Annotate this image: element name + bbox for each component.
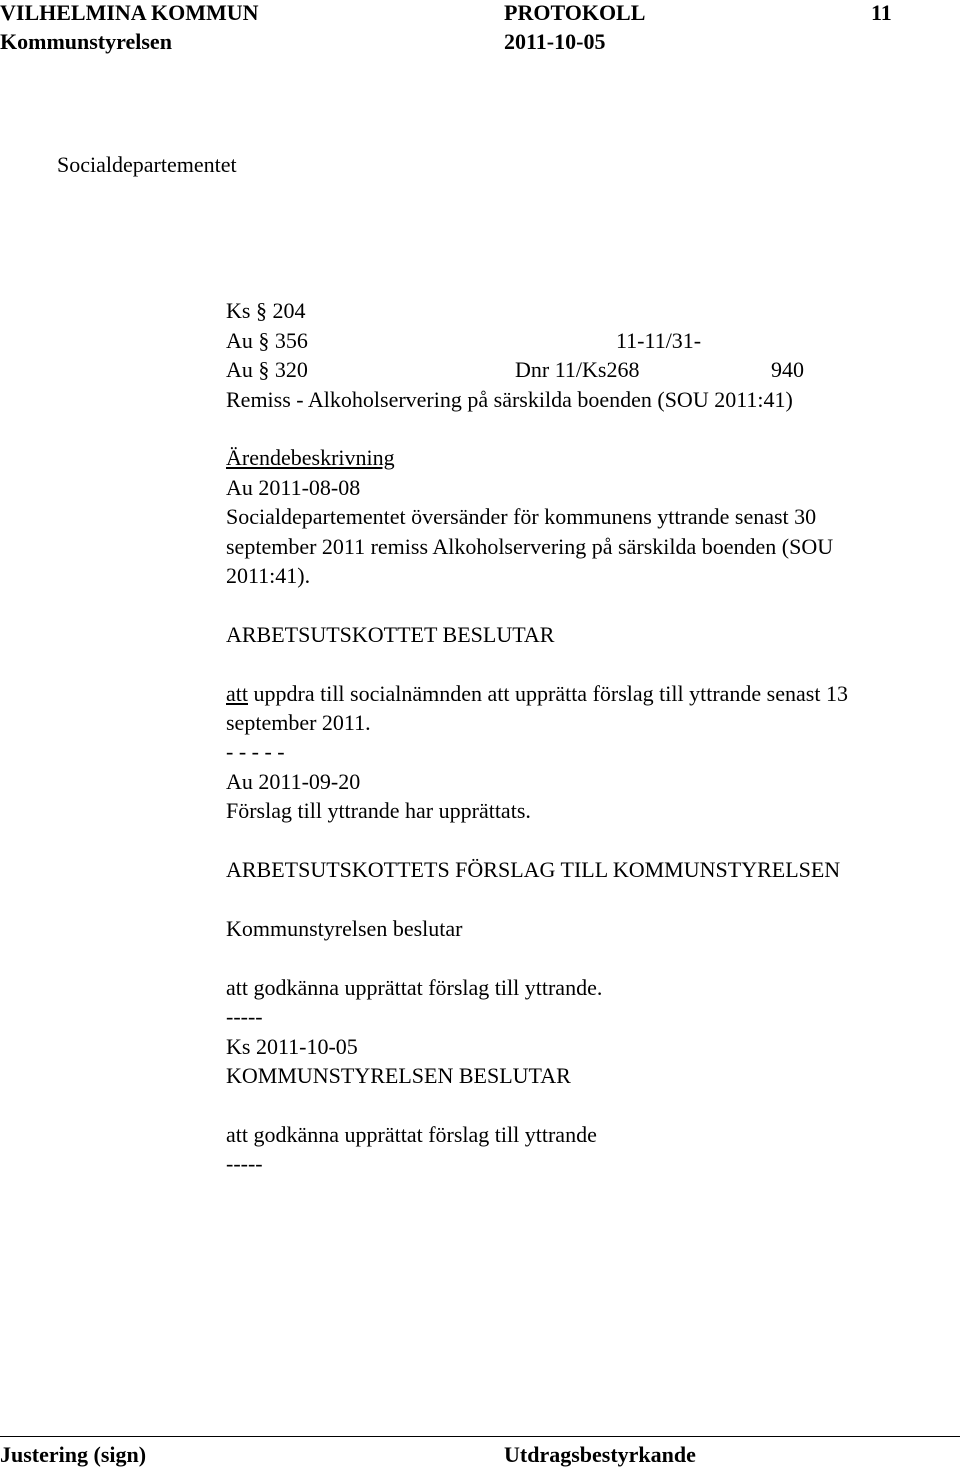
au-decision-line-1 [226, 683, 848, 705]
au-decision-line-1-rest: uppdra till socialnämnden att upprätta förslag till yttrande senast 13 [248, 681, 848, 706]
header-org: VILHELMINA KOMMUN [0, 0, 259, 25]
au-followup-date: Au 2011-09-20 [226, 769, 361, 794]
ref-au2: Au § 320 [226, 357, 308, 382]
au-decision-separator: - - - - - [226, 739, 285, 764]
au-proposal-separator: ----- [226, 1004, 263, 1029]
ks-decision-heading: KOMMUNSTYRELSEN BESLUTAR [226, 1063, 571, 1088]
ks-decision-separator: ----- [226, 1151, 263, 1176]
ref-case-no: 11-11/31- [616, 328, 702, 353]
header-date: 2011-10-05 [504, 29, 606, 54]
footer-utdragsbestyrkande: Utdragsbestyrkande [504, 1442, 696, 1467]
arendebeskrivning-heading: Ärendebeskrivning [226, 445, 395, 470]
recipient: Socialdepartementet [57, 152, 237, 177]
au-proposal-heading: ARBETSUTSKOTTETS FÖRSLAG TILL KOMMUNSTYRELSEN [226, 857, 841, 882]
footer-rule [0, 1436, 960, 1437]
header-doc-type: PROTOKOLL [504, 0, 646, 25]
au-proposal-sub: Kommunstyrelsen beslutar [226, 916, 463, 941]
arendebeskrivning-date: Au 2011-08-08 [226, 475, 361, 500]
case-title: Remiss - Alkoholservering på särskilda boenden (SOU 2011:41) [226, 387, 793, 412]
footer-justering: Justering (sign) [0, 1442, 147, 1467]
au-decision-line-2: september 2011. [226, 710, 371, 735]
arendebeskrivning-text-2: september 2011 remiss Alkoholservering på särskilda boenden (SOU [226, 534, 834, 559]
ref-dnr-code: 940 [771, 357, 804, 382]
au-decision-att: att [226, 681, 248, 706]
ks-decision-text: att godkänna upprättat förslag till yttrande [226, 1122, 597, 1147]
au-proposal-text: att godkänna upprättat förslag till yttrande. [226, 975, 603, 1000]
au-decision-heading: ARBETSUTSKOTTET BESLUTAR [226, 622, 555, 647]
header-body: Kommunstyrelsen [0, 29, 172, 54]
ks-decision-date: Ks 2011-10-05 [226, 1034, 358, 1059]
ref-au1: Au § 356 [226, 328, 308, 353]
ref-dnr: Dnr 11/Ks268 [515, 357, 640, 382]
header-page-number: 11 [871, 0, 892, 25]
ref-ks: Ks § 204 [226, 298, 306, 323]
arendebeskrivning-text-1: Socialdepartementet översänder för kommunens yttrande senast 30 [226, 504, 817, 529]
arendebeskrivning-text-3: 2011:41). [226, 563, 311, 588]
au-followup-text: Förslag till yttrande har upprättats. [226, 798, 531, 823]
